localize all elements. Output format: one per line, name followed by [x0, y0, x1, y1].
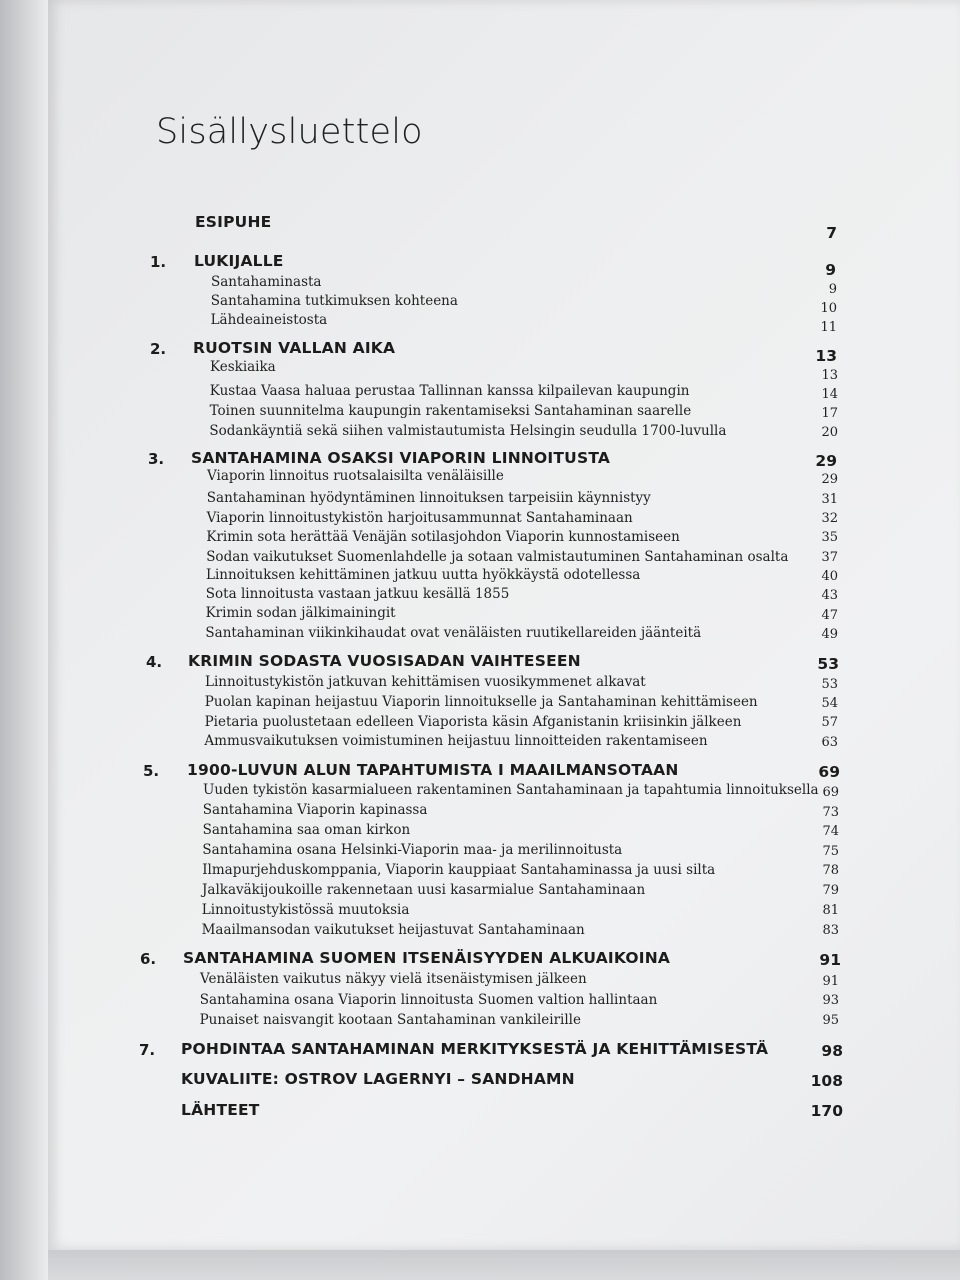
section-page-number: 17 [821, 406, 838, 421]
chapter-heading[interactable]: SANTAHAMINA OSAKSI VIAPORIN LINNOITUSTA [191, 449, 611, 467]
section-entry[interactable]: Santahaminasta [211, 274, 322, 290]
chapter-number: 2. [150, 340, 167, 358]
chapter-page-number: 7 [826, 224, 837, 242]
section-entry[interactable]: Puolan kapinan heijastuu Viaporin linnoitukselle ja Santahaminan kehittämiseen [204, 694, 758, 710]
section-entry[interactable]: Santahamina saa oman kirkon [202, 822, 411, 838]
section-page-number: 31 [821, 492, 838, 507]
section-page-number: 75 [822, 844, 839, 859]
section-page-number: 20 [821, 425, 838, 440]
chapter-number: 1. [150, 253, 167, 271]
chapter-page-number: 91 [819, 951, 841, 969]
section-entry[interactable]: Santahaminan viikinkihaudat ovat venäläisten ruutikellareiden jäänteitä [205, 625, 702, 641]
section-page-number: 63 [821, 735, 838, 750]
chapter-page-number: 29 [815, 452, 837, 470]
chapter-number: 7. [139, 1041, 156, 1059]
section-entry[interactable]: Santahaminan hyödyntäminen linnoituksen tarpeisiin käynnistyy [206, 490, 651, 506]
chapter-heading[interactable]: RUOTSIN VALLAN AIKA [193, 339, 396, 357]
chapter-page-number: 170 [810, 1102, 843, 1120]
section-page-number: 91 [822, 974, 839, 989]
chapter-heading[interactable]: LÄHTEET [181, 1101, 260, 1119]
chapter-number: 6. [140, 950, 157, 968]
chapter-number: 4. [146, 653, 163, 671]
section-entry[interactable]: Jalkaväkijoukoille rakennetaan uusi kasarmialue Santahaminaan [202, 882, 646, 898]
chapter-heading[interactable]: 1900-LUVUN ALUN TAPAHTUMISTA I MAAILMANSOTAAN [187, 761, 679, 779]
section-entry[interactable]: Krimin sodan jälkimainingit [205, 605, 396, 621]
section-page-number: 9 [828, 282, 837, 297]
section-entry[interactable]: Sota linnoitusta vastaan jatkuu kesällä 1855 [205, 586, 510, 602]
section-entry[interactable]: Santahamina Viaporin kapinassa [202, 802, 428, 818]
chapter-heading[interactable]: POHDINTAA SANTAHAMINAN MERKITYKSESTÄ JA KEHITTÄMISESTÄ [181, 1040, 769, 1058]
section-entry[interactable]: Santahamina osana Viaporin linnoitusta Suomen valtion hallintaan [199, 992, 658, 1008]
section-page-number: 43 [821, 588, 838, 603]
section-entry[interactable]: Santahamina tutkimuksen kohteena [210, 293, 458, 309]
section-page-number: 53 [821, 677, 838, 692]
chapter-page-number: 98 [821, 1042, 843, 1060]
section-entry[interactable]: Toinen suunnitelma kaupungin rakentamiseksi Santahaminan saarelle [209, 403, 692, 419]
chapter-number: 5. [143, 762, 160, 780]
section-entry[interactable]: Ilmapurjehduskomppania, Viaporin kauppiaat Santahaminassa ja uusi silta [202, 862, 716, 878]
chapter-heading[interactable]: ESIPUHE [195, 213, 272, 231]
section-page-number: 10 [820, 301, 837, 316]
section-page-number: 93 [822, 993, 839, 1008]
section-page-number: 78 [822, 863, 839, 878]
section-page-number: 29 [821, 472, 838, 487]
section-entry[interactable]: Viaporin linnoitustykistön harjoitusammunnat Santahaminaan [206, 510, 633, 526]
chapter-page-number: 108 [810, 1072, 843, 1090]
section-entry[interactable]: Lähdeaineistosta [210, 312, 328, 328]
section-page-number: 32 [821, 511, 838, 526]
section-page-number: 74 [822, 824, 839, 839]
chapter-heading[interactable]: SANTAHAMINA SUOMEN ITSENÄISYYDEN ALKUAIKOINA [183, 949, 671, 967]
page-title: Sisällysluettelo [156, 112, 423, 152]
chapter-page-number: 53 [817, 655, 839, 673]
section-entry[interactable]: Maailmansodan vaikutukset heijastuvat Santahaminaan [201, 922, 585, 938]
chapter-heading[interactable]: LUKIJALLE [194, 252, 284, 270]
section-entry[interactable]: Sodankäyntiä sekä siihen valmistautumista Helsingin seudulla 1700-luvulla [209, 423, 727, 439]
section-page-number: 11 [820, 320, 837, 335]
section-page-number: 35 [821, 530, 838, 545]
section-page-number: 47 [821, 608, 838, 623]
section-entry[interactable]: Ammusvaikutuksen voimistuminen heijastuu linnoitteiden rakentamiseen [204, 733, 708, 749]
chapter-page-number: 9 [825, 261, 836, 279]
section-entry[interactable]: Punaiset naisvangit kootaan Santahaminan vankileirille [199, 1012, 581, 1028]
section-entry[interactable]: Uuden tykistön kasarmialueen rakentaminen Santahaminaan ja tapahtumia linnoituksella [203, 782, 819, 798]
section-page-number: 14 [821, 387, 838, 402]
chapter-heading[interactable]: KRIMIN SODASTA VUOSISADAN VAIHTESEEN [188, 652, 581, 670]
section-entry[interactable]: Santahamina osana Helsinki-Viaporin maa- ja merilinnoitusta [202, 842, 623, 858]
section-page-number: 49 [821, 627, 838, 642]
section-entry[interactable]: Keskiaika [210, 359, 276, 375]
section-page-number: 81 [822, 903, 839, 918]
section-page-number: 40 [821, 569, 838, 584]
section-entry[interactable]: Venäläisten vaikutus näkyy vielä itsenäistymisen jälkeen [200, 971, 587, 987]
section-page-number: 73 [822, 805, 839, 820]
section-page-number: 69 [822, 785, 839, 800]
section-entry[interactable]: Krimin sota herättää Venäjän sotilasjohdon Viaporin kunnostamiseen [206, 529, 680, 545]
chapter-page-number: 13 [815, 347, 837, 365]
section-entry[interactable]: Pietaria puolustetaan edelleen Viaporista käsin Afganistanin kriisinkin jälkeen [204, 714, 742, 730]
section-entry[interactable]: Linnoituksen kehittäminen jatkuu uutta hyökkäystä odotellessa [206, 567, 641, 583]
section-entry[interactable]: Viaporin linnoitus ruotsalaisilta venäläisille [207, 468, 504, 484]
section-page-number: 95 [822, 1013, 839, 1028]
section-entry[interactable]: Linnoitustykistön jatkuvan kehittämisen vuosikymmenet alkavat [205, 674, 646, 690]
chapter-page-number: 69 [818, 763, 840, 781]
section-page-number: 83 [822, 923, 839, 938]
chapter-number: 3. [148, 450, 165, 468]
section-entry[interactable]: Kustaa Vaasa haluaa perustaa Tallinnan kanssa kilpailevan kaupungin [209, 383, 690, 399]
section-page-number: 13 [821, 368, 838, 383]
section-page-number: 57 [821, 715, 838, 730]
section-entry[interactable]: Sodan vaikutukset Suomenlahdelle ja sotaan valmistautuminen Santahaminan osalta [206, 549, 789, 565]
section-page-number: 37 [821, 550, 838, 565]
section-page-number: 54 [821, 696, 838, 711]
chapter-heading[interactable]: KUVALIITE: OSTROV LAGERNYI – SANDHAMN [181, 1070, 575, 1088]
section-page-number: 79 [822, 883, 839, 898]
section-entry[interactable]: Linnoitustykistössä muutoksia [201, 902, 410, 918]
